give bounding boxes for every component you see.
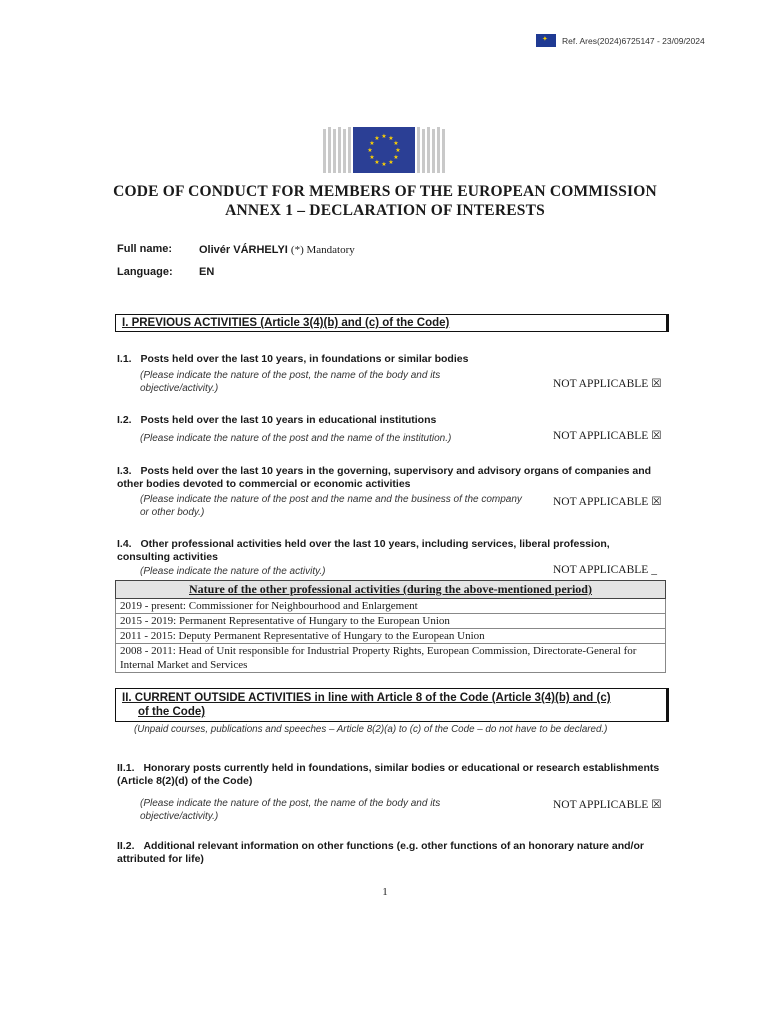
svg-text:★: ★: [381, 161, 387, 168]
item-number: II.2.: [117, 840, 135, 852]
item-number: I.3.: [117, 465, 132, 477]
full-name-value: [199, 244, 355, 256]
item-1-3-status: NOT APPLICABLE ☒: [553, 496, 662, 508]
page-number: 1: [382, 886, 388, 898]
professional-activities-table: [115, 580, 666, 673]
item-number: II.1.: [117, 762, 135, 774]
european-commission-logo: [323, 127, 445, 173]
item-number: I.1.: [117, 353, 132, 365]
svg-text:★: ★: [369, 140, 375, 147]
item-1-2-status: NOT APPLICABLE ☒: [553, 430, 662, 442]
table-header-cell: Nature of the other professional activities (during the above-mentioned period): [116, 581, 666, 599]
svg-text:★: ★: [393, 154, 399, 161]
table-cell: 2011 - 2015: Deputy Permanent Representative of Hungary to the European Union: [116, 629, 666, 644]
table-row: [116, 629, 666, 644]
reference-stamp: [536, 34, 705, 47]
document-subtitle: ANNEX 1 – DECLARATION OF INTERESTS: [225, 202, 545, 219]
svg-text:★: ★: [369, 154, 375, 161]
question-text: Honorary posts currently held in foundations, similar bodies or educational or research establishments (Article 8(2)(d) of the Code): [117, 762, 660, 787]
table-row: [116, 614, 666, 629]
item-1-4-status: NOT APPLICABLE _: [553, 564, 657, 576]
svg-text:★: ★: [381, 133, 387, 140]
svg-text:★: ★: [374, 159, 380, 166]
item-1-3-question: [117, 465, 657, 491]
question-text: Posts held over the last 10 years, in foundations or similar bodies: [140, 353, 469, 365]
item-1-4-question: [117, 538, 665, 564]
language-label: Language:: [117, 266, 173, 278]
item-1-1-status: NOT APPLICABLE ☒: [553, 378, 662, 390]
item-1-1-question: [117, 353, 657, 366]
svg-text:★: ★: [367, 147, 373, 154]
document-title: CODE OF CONDUCT FOR MEMBERS OF THE EUROPEAN COMMISSION: [113, 183, 657, 200]
section-2-heading-line-2: of the Code): [138, 706, 206, 718]
table-cell: 2019 - present: Commissioner for Neighbourhood and Enlargement: [116, 599, 666, 614]
question-text: Posts held over the last 10 years in the governing, supervisory and advisory organs of companies and other bodies devoted to commercial or economic activities: [117, 465, 652, 490]
item-2-2-question: [117, 840, 665, 866]
item-number: I.2.: [117, 414, 132, 426]
question-text: Additional relevant information on other functions (e.g. other functions of an honorary nature and/or attributed for life): [117, 840, 644, 865]
item-2-1-hint: (Please indicate the nature of the post, the name of the body and its objective/activity.): [140, 798, 441, 822]
reference-text: Ref. Ares(2024)6725147 - 23/09/2024: [562, 35, 705, 46]
question-text: Posts held over the last 10 years in educational institutions: [140, 414, 437, 426]
table-row: [116, 644, 666, 673]
svg-text:★: ★: [388, 135, 394, 142]
table-cell: 2015 - 2019: Permanent Representative of Hungary to the European Union: [116, 614, 666, 629]
svg-text:★: ★: [374, 135, 380, 142]
table-cell: 2008 - 2011: Head of Unit responsible for Industrial Property Rights, European Commission, Directorate-General for Internal Market and Services: [116, 644, 666, 673]
item-number: I.4.: [117, 538, 132, 550]
item-2-1-question: [117, 762, 665, 788]
question-text: Other professional activities held over the last 10 years, including services, liberal profession, consulting activities: [117, 538, 610, 563]
item-1-3-hint: (Please indicate the nature of the post and the name and the business of the company or other body.): [140, 494, 522, 518]
section-2-heading-line-1: II. CURRENT OUTSIDE ACTIVITIES in line with Article 8 of the Code (Article 3(4)(b) and (c): [122, 692, 611, 704]
section-2-note: (Unpaid courses, publications and speeches – Article 8(2)(a) to (c) of the Code – do not have to be declared.): [134, 724, 608, 735]
mandatory-note: (*) Mandatory: [290, 244, 355, 256]
item-1-2-question: [117, 414, 657, 427]
table-header-row: [116, 581, 666, 599]
item-2-1-status: NOT APPLICABLE ☒: [553, 799, 662, 811]
full-name-label: Full name:: [117, 243, 173, 255]
language-value: EN: [199, 266, 215, 278]
item-1-2-hint: (Please indicate the nature of the post and the name of the institution.): [140, 433, 452, 444]
item-1-4-hint: (Please indicate the nature of the activity.): [140, 566, 326, 577]
section-2-heading: [115, 688, 669, 722]
svg-text:★: ★: [388, 159, 394, 166]
full-name-text: Olivér VÁRHELYI: [199, 244, 288, 256]
section-1-heading: [115, 314, 669, 332]
eu-flag-icon: [536, 34, 556, 47]
svg-text:★: ★: [395, 147, 401, 154]
svg-text:★: ★: [393, 140, 399, 147]
section-1-heading-text: I. PREVIOUS ACTIVITIES (Article 3(4)(b) and (c) of the Code): [122, 317, 450, 329]
table-row: [116, 599, 666, 614]
item-1-1-hint: (Please indicate the nature of the post, the name of the body and its objective/activity.): [140, 370, 441, 394]
